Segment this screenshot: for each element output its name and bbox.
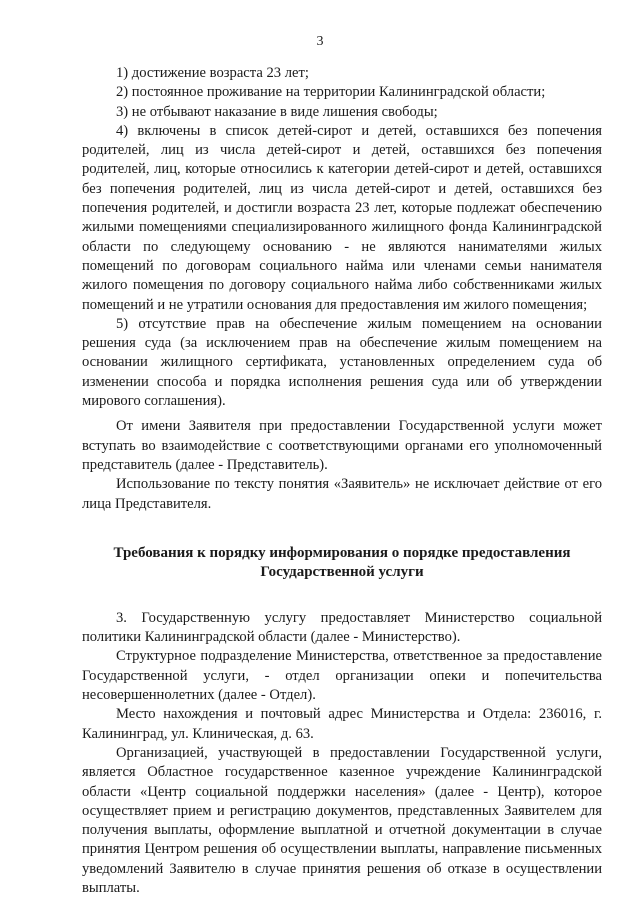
ministry-paragraph: 3. Государственную услугу предоставляет Министерство социальной политики Калининградской области (далее - Министерство). (82, 609, 602, 646)
department-paragraph: Структурное подразделение Министерства, ответственное за предоставление Государственной услуги, - отдел организации опеки и попечительства несовершеннолетних (далее - Отдел). (82, 648, 602, 704)
list-item-not-imprisoned: 3) не отбывают наказание в виде лишения свободы; (116, 103, 438, 120)
list-item-court-decision: 5) отсутствие прав на обеспечение жилым помещением на основании решения суда (за исключением прав на обеспечение жилым помещением на основании жилищного сертификата, установленных определением суда об изменении способа и порядка исполнения решения суда или об утверждении мирового соглашения). (82, 315, 602, 410)
center-paragraph: Организацией, участвующей в предоставлении Государственной услуги, является Областное государственное казенное учреждение Калининградской области «Центр социальной поддержки населения» (далее - Центр), которое осуществляет прием и регистрацию документов, представленных Заявителем для получения выплаты, оформление выплатной и отчетной документации в случае принятия Центром решения об осуществлении выплаты, направление письменных уведомлений Заявителю в случае принятия решения об отказе в осуществлении выплаты. (82, 744, 602, 896)
list-item-age: 1) достижение возраста 23 лет; (116, 65, 309, 81)
section-heading (82, 544, 602, 583)
section-heading-line1: Требования к порядку информирования о порядке предоставления (113, 544, 571, 561)
applicant-term-paragraph: Использование по тексту понятия «Заявитель» не исключает действие от его лица Представителя. (82, 476, 602, 512)
representative-paragraph: От имени Заявителя при предоставлении Государственной услуги может вступать во взаимодействие с соответствующими органами его уполномоченный представитель (далее - Представитель). (82, 418, 602, 473)
address-paragraph: Место нахождения и почтовый адрес Министерства и Отдела: 236016, г. Калининград, ул. Клиническая, д. 63. (82, 706, 602, 742)
page-number: 3 (316, 34, 324, 49)
list-item-residence: 2) постоянное проживание на территории Калининградской области; (116, 84, 546, 101)
section-heading-line2: Государственной услуги (260, 564, 424, 581)
document-body (82, 64, 602, 898)
list-item-orphan-register: 4) включены в список детей-сирот и детей, оставшихся без попечения родителей, лиц из числа детей-сирот и детей, оставшихся без попечения родителей, лиц, которые относились к категории детей-сирот и детей, оставшихся без попечения родителей, лиц из числа детей-сирот и детей, оставшихся без попечения родителей, и достигли возраста 23 лет, которые подлежат обеспечению жилыми помещениями специализированного жилищного фонда Калининградской области по следующему основанию - не являются нанимателями жилых помещений по договорам социального найма или членами семьи нанимателя жилого помещения по договору социального найма либо собственниками жилых помещений и не утратили основания для предоставления им жилого помещения; (82, 122, 602, 313)
